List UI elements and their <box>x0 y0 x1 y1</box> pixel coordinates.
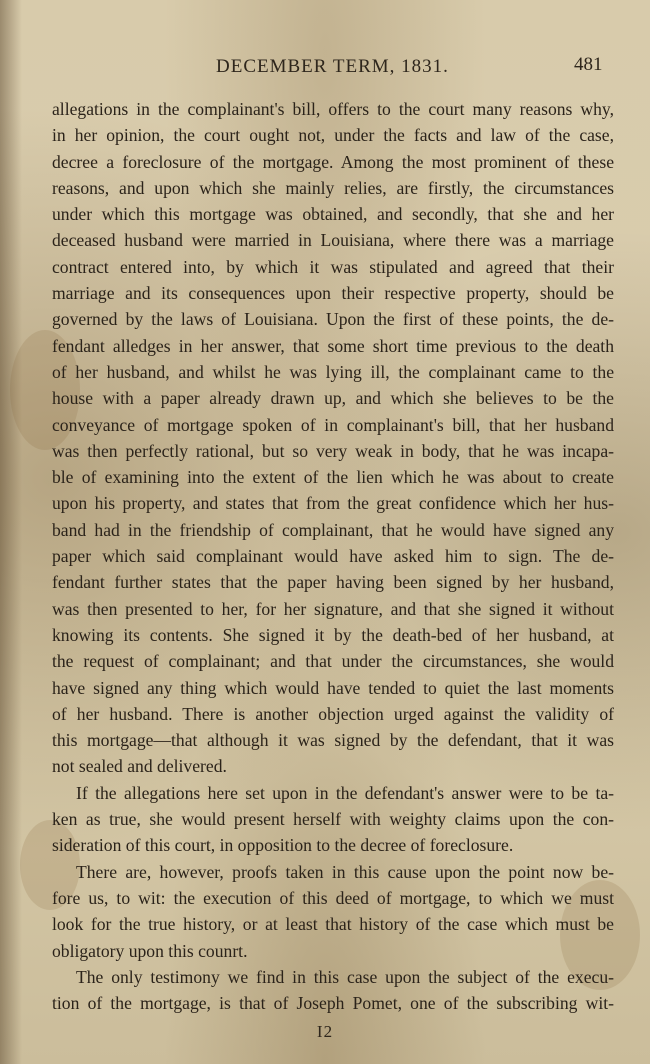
text-line: The only testimony we find in this case upon the subject of the execu- <box>76 966 614 987</box>
text-line: look for the true history, or at least that history of the case which must be <box>52 914 614 935</box>
text-line: of her husband, and whilst he was lying ill, the complainant came to the <box>52 361 614 382</box>
text-line: fore us, to wit: the execution of this deed of mortgage, to which we must <box>52 887 614 908</box>
text-line: was then presented to her, for her signature, and that she signed it without <box>52 598 614 619</box>
text-line: not sealed and delivered. <box>52 756 227 777</box>
text-line: under which this mortgage was obtained, and secondly, that she and her <box>52 204 614 225</box>
text-line: allegations in the complainant's bill, offers to the court many reasons why, <box>52 99 614 119</box>
signature-mark: I2 <box>316 1022 334 1041</box>
text-line: paper which said complainant would have asked him to sign. The de- <box>52 546 614 567</box>
page-gutter-shadow <box>0 0 22 1064</box>
text-line: band had in the friendship of complainant, that he would have signed any <box>52 519 614 540</box>
text-line: sideration of this court, in opposition to the decree of foreclosure. <box>52 835 514 856</box>
page-header <box>0 52 650 82</box>
text-line: ble of examining into the extent of the lien which he was about to create <box>52 467 614 488</box>
page-number: 481 <box>574 54 603 75</box>
text-line: this mortgage—that although it was signed by the defendant, that it was <box>52 730 614 751</box>
text-line: contract entered into, by which it was stipulated and agreed that their <box>52 256 614 277</box>
body-text <box>52 96 614 1016</box>
text-line: house with a paper already drawn up, and which she believes to be the <box>52 388 614 409</box>
text-line: If the allegations here set upon in the defendant's answer were to be ta- <box>76 782 614 803</box>
text-line: upon his property, and states that from the great confidence which her hus- <box>52 493 614 514</box>
text-line: There are, however, proofs taken in this cause upon the point now be- <box>76 861 614 882</box>
text-line: have signed any thing which would have tended to quiet the last moments <box>52 677 614 698</box>
text-line: marriage and its consequences upon their respective property, should be <box>52 283 614 304</box>
text-line: fendant alledges in her answer, that some short time previous to the death <box>52 335 614 356</box>
text-line: governed by the laws of Louisiana. Upon the first of these points, the de- <box>52 309 614 330</box>
text-line: decree a foreclosure of the mortgage. Among the most prominent of these <box>52 151 614 172</box>
text-line: in her opinion, the court ought not, under the facts and law of the case, <box>52 125 614 146</box>
text-line: deceased husband were married in Louisiana, where there was a marriage <box>52 230 614 251</box>
text-line: conveyance of mortgage spoken of in complainant's bill, that her husband <box>52 414 614 435</box>
text-line: the request of complainant; and that under the circumstances, she would <box>52 651 614 672</box>
running-head: DECEMBER TERM, 1831. <box>216 56 449 77</box>
text-line: was then perfectly rational, but so very weak in body, that he was incapa- <box>52 440 614 461</box>
text-line: ken as true, she would present herself with weighty claims upon the con- <box>52 809 614 830</box>
text-line: reasons, and upon which she mainly relies, are firstly, the circumstances <box>52 177 614 198</box>
text-line: tion of the mortgage, is that of Joseph Pomet, one of the subscribing wit- <box>52 993 614 1014</box>
text-line: knowing its contents. She signed it by the death-bed of her husband, at <box>52 624 614 645</box>
text-line: of her husband. There is another objection urged against the validity of <box>52 703 614 724</box>
text-line: obligatory upon this counrt. <box>52 940 248 961</box>
text-line: fendant further states that the paper having been signed by her husband, <box>52 572 614 593</box>
